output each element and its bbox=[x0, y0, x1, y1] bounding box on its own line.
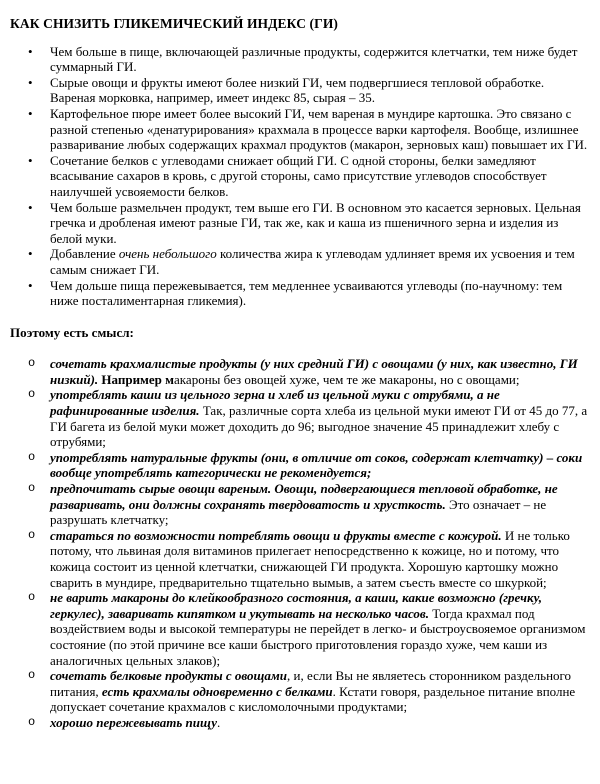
body-text: Чем больше в пище, включающей различные продукты, содержится клетчатки, тем ниже будет суммарный ГИ. bbox=[50, 43, 578, 75]
document-title: КАК СНИЗИТЬ ГЛИКЕМИЧЕСКИЙ ИНДЕКС (ГИ) bbox=[10, 16, 339, 31]
body-text: Добавление bbox=[50, 246, 119, 262]
emphasis-text: сочетать белковые продукты с овощами bbox=[50, 668, 288, 684]
fact-item bbox=[10, 153, 590, 200]
tip-item bbox=[10, 590, 590, 668]
body-text: Чем дольше пища пережевывается, тем медленнее усваиваются углеводы (по-научному: тем ниже посталиментарная гликемия). bbox=[50, 277, 563, 309]
emphasis-text: употреблять натуральные фрукты (они, в отличие от соков, содержат клетчатку) – соки вообще употреблять категорически не рекомендуется; bbox=[50, 449, 583, 481]
section-subheading: Поэтому есть смысл: bbox=[10, 324, 134, 340]
fact-item bbox=[10, 278, 590, 309]
body-text: количества жира к углеводам удлиняет время их усвоения и тем самым снижает ГИ. bbox=[50, 246, 575, 277]
emphasis-text: сочетать крахмалистые продукты (у них средний ГИ) с овощами (у них, как известно, ГИ низкий). bbox=[50, 356, 578, 387]
tip-item bbox=[10, 356, 590, 387]
tips-list bbox=[10, 356, 590, 730]
fact-item bbox=[10, 75, 590, 106]
tip-item bbox=[10, 668, 590, 715]
tip-item bbox=[10, 450, 590, 481]
emphasis-text: предпочитать сырые овощи вареным. Овощи, подвергающиеся тепловой обработке, не разваривать, они должны сохранять твердоватость и хрусткость. bbox=[50, 481, 558, 512]
fact-item bbox=[10, 106, 590, 153]
body-text: Картофельное пюре имеет более высокий ГИ, чем вареная в мундире картошка. Это связано с разной степенью «денатурирования» крахмала в процессе варки картофеля. Вообще, излишнее разваривание любых содержащих крахмал продуктов (макарон, зерновых каш) повышает их ГИ. bbox=[50, 105, 588, 153]
body-text: Так, различные сорта хлеба из цельной муки имеют ГИ от 45 до 77, а ГИ багета из белой муки может доходить до 96; выгодное значение 45 принадлежит хлебу с отрубями; bbox=[50, 403, 588, 450]
tip-item bbox=[10, 387, 590, 449]
emphasis-text: не варить макароны до клейкообразного состояния, а каши, какие возможно (гречку, геркулес), заваривать кипятком и укутывать на несколько часов. bbox=[50, 590, 542, 621]
fact-item bbox=[10, 200, 590, 247]
body-text: . Кстати говоря, раздельное питание вполне допускает сочетание крахмалов с кисломолочными продуктами; bbox=[50, 683, 576, 715]
bold-text: Например м bbox=[101, 371, 175, 387]
body-text: Чем больше размельчен продукт, тем выше его ГИ. В основном это касается зерновых. Цельная гречка и дробленая имеют разные ГИ, так же, как и каша из пшеничного зерна и изделия из белой муки. bbox=[50, 199, 581, 246]
emphasis-text: употреблять каши из цельного зерна и хлеб из цельной муки с отрубями, а не рафинированные изделия. bbox=[50, 387, 500, 419]
body-text: И не только потому, что львиная доля витаминов прилегает непосредственно к кожице, но и потому, что кожица состоит из ценной клетчатки, снижающей ГИ продукта. Хорошую картошку можно сварить в мундире, предварительно тщательно вымыв, а затем съесть вместе со шкуркой; bbox=[50, 527, 570, 590]
tip-item bbox=[10, 481, 590, 528]
emphasis-text: стараться по возможности потреблять овощи и фрукты вместе с кожурой. bbox=[50, 527, 502, 543]
body-text: акароны без овощей хуже, чем те же макароны, но с овощами; bbox=[174, 371, 520, 387]
tip-item bbox=[10, 715, 590, 731]
emphasis-text: хорошо пережевывать пищу bbox=[50, 714, 217, 730]
italic-text: очень небольшого bbox=[118, 246, 217, 262]
body-text: Это означает – не разрушать клетчатку; bbox=[50, 496, 547, 528]
body-text: Сочетание белков с углеводами снижает общий ГИ. С одной стороны, белки замедляют всасывание сахаров в кровь, с другой стороны, само присутствие углеводов способствует наилучшей усвояемости белков. bbox=[50, 152, 547, 199]
body-text: Тогда крахмал под воздействием воды и высокой температуры не перейдет в легко- и быстроусвояемое организмом состояние (по этой причине все каши быстрого приготовления гораздо хуже, чем каши из аналогичных цельных злаков); bbox=[50, 605, 586, 668]
body-text: , и, если Вы не являетесь сторонником раздельного питания, bbox=[50, 668, 572, 699]
body-text: Сырые овощи и фрукты имеют более низкий ГИ, чем подвергшиеся тепловой обработке. Вареная морковка, например, имеет индекс 85, сырая – 35. bbox=[50, 74, 545, 106]
facts-list bbox=[10, 44, 590, 309]
fact-item bbox=[10, 44, 590, 75]
fact-item bbox=[10, 246, 590, 277]
tip-item bbox=[10, 528, 590, 590]
emphasis-text: есть крахмалы одновременно с белками bbox=[101, 683, 333, 699]
body-text: . bbox=[217, 714, 221, 730]
